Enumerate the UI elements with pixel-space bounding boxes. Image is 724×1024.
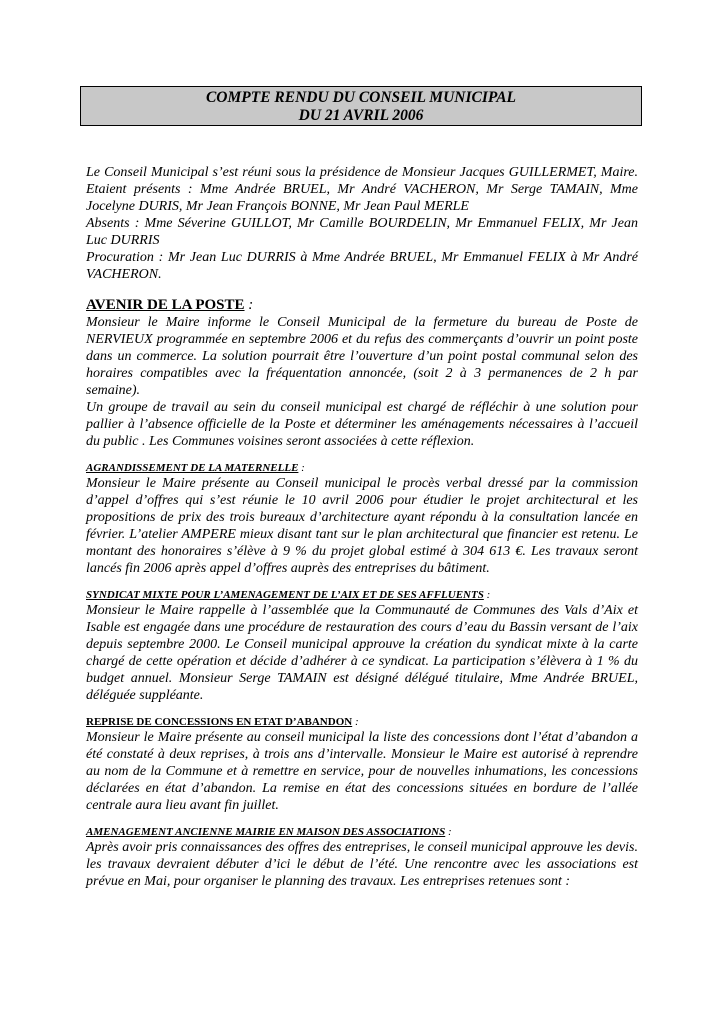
section-poste <box>86 297 638 450</box>
title-box <box>80 86 642 126</box>
paragraph-maternelle: Monsieur le Maire présente au Conseil municipal le procès verbal dressé par la commission d’appel d’offres qui s’est réunie le 10 avril 2006 pour étudier le projet architectural et les propositions de prix des trois bureaux d’architecture ayant répondu à la consultation lancée en février. L’atelier AMPERE mieux disant tant sur le plan architectural que financier est retenu. Le montant des honoraires s’élève à 9 % du projet global estimé à 304 613 €. Les travaux seront lancés fin 2006 après appel d’offres auprès des entreprises du bâtiment. <box>86 476 638 576</box>
section-mairie <box>86 825 638 890</box>
section-concessions <box>86 715 638 814</box>
title-line-2: DU 21 AVRIL 2006 <box>298 107 424 124</box>
paragraph-poste-1: Monsieur le Maire informe le Conseil Municipal de la fermeture du bureau de Poste de NERVIEUX programmée en septembre 2006 et du refus des commerçants d’ouvrir un point poste dans un commerce. La solution pourrait être l’ouverture d’un point postal communal selon des horaires compatibles avec la fréquentation annoncée, (soit 2 à 3 permanences de 2 h par semaine). <box>86 315 638 398</box>
section-maternelle <box>86 461 638 577</box>
paragraph-syndicat: Monsieur le Maire rappelle à l’assemblée que la Communauté de Communes des Vals d’Aix et Isable est engagée dans une procédure de restauration des cours d’eau du Bassin versant de l’aix depuis septembre 2000. Le Conseil municipal approuve la création du syndicat mixte à la carte chargé de cette opération et décide d’adhérer à ce syndicat. La participation s’élèvera à 1 % du budget annuel. Monsieur Serge TAMAIN est désigné délégué titulaire, Mme Andrée BRUEL, déléguée suppléante. <box>86 603 638 703</box>
paragraph-mairie: Après avoir pris connaissances des offres des entreprises, le conseil municipal approuve les devis. les travaux devraient débuter d’ici le début de l’été. Une rencontre avec les associations est prévue en Mai, pour organiser le planning des travaux. Les entreprises retenues sont : <box>86 840 638 889</box>
paragraph-poste-2: Un groupe de travail au sein du conseil municipal est chargé de réfléchir à une solution pour pallier à l’absence officielle de la Poste et déterminer les aménagements nécessaires à l’accueil du public . Les Communes voisines seront associées à cette réflexion. <box>86 400 638 449</box>
intro-procuration: Procuration : Mr Jean Luc DURRIS à Mme Andrée BRUEL, Mr Emmanuel FELIX à Mr André VACHERON. <box>86 250 638 282</box>
intro-attendance: Le Conseil Municipal s’est réuni sous la présidence de Monsieur Jacques GUILLERMET, Maire. Etaient présents : Mme Andrée BRUEL, Mr André VACHERON, Mr Serge TAMAIN, Mme Jocelyne DURIS, Mr Jean François BONNE, Mr Jean Paul MERLE <box>86 165 638 214</box>
title-line-1: COMPTE RENDU DU CONSEIL MUNICIPAL <box>205 89 517 106</box>
section-heading-maternelle: AGRANDISSEMENT DE LA MATERNELLE : <box>86 462 305 474</box>
intro-absents: Absents : Mme Séverine GUILLOT, Mr Camille BOURDELIN, Mr Emmanuel FELIX, Mr Jean Luc DURRIS <box>86 216 638 248</box>
section-heading-syndicat: SYNDICAT MIXTE POUR L’AMENAGEMENT DE L’AIX ET DE SES AFFLUENTS : <box>86 589 491 601</box>
section-heading-poste: AVENIR DE LA POSTE : <box>86 297 254 313</box>
section-syndicat <box>86 588 638 704</box>
document-body <box>86 164 638 890</box>
intro-block <box>86 164 638 283</box>
section-heading-mairie: AMENAGEMENT ANCIENNE MAIRIE EN MAISON DES ASSOCIATIONS : <box>86 826 452 838</box>
paragraph-concessions: Monsieur le Maire présente au conseil municipal la liste des concessions dont l’état d’abandon a été constaté à deux reprises, à trois ans d’intervalle. Monsieur le Maire est autorisé à reprendre au nom de la Commune et à remettre en service, pour de nouvelles inhumations, les concessions déclarées en état d’abandon. La remise en état des concessions situées en bordure de l’allée centrale aura lieu avant fin juillet. <box>86 730 638 813</box>
section-heading-concessions: REPRISE DE CONCESSIONS EN ETAT D’ABANDON : <box>86 716 359 728</box>
